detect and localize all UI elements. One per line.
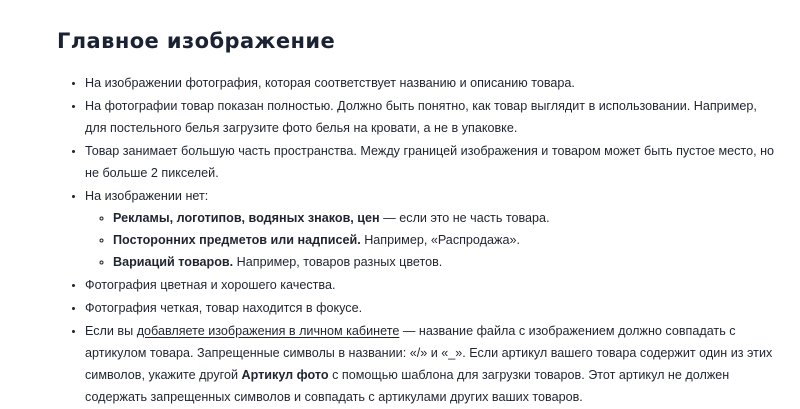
item-bold: Вариаций товаров. [113,255,234,269]
item-text: Фотография цветная и хорошего качества. [85,278,336,292]
item-text: Фотография четкая, товар находится в фокусе. [85,301,363,315]
item-text: Например, товаров разных цветов. [233,255,443,269]
list-item [85,320,775,408]
item-text: На изображении фотография, которая соответствует названию и описанию товара. [85,76,575,90]
item-text: На фотографии товар показан полностью. Должно быть понятно, как товар выглядит в использовании. Например, для постельного белья загрузите фото белья на кровати, а не в упаковке. [85,99,757,135]
personal-account-images-link[interactable]: добавляете изображения в личном кабинете [136,324,400,338]
item-bold: Посторонних предметов или надписей. [113,233,361,247]
list-item [85,185,775,273]
item-bold: Артикул фото [241,368,329,382]
item-bold: Рекламы, логотипов, водяных знаков, цен [113,211,380,225]
list-item [85,274,775,296]
item-text: — если это не часть товара. [379,211,550,225]
list-item [85,140,775,184]
sub-list-item [113,251,775,273]
list-item [85,72,775,94]
item-text: — название файла с изображением должно совпадать с артикулом товара. Запрещенные символы в названии: «/» и «_». Если артикул вашего товара содержит один из этих символов, укажите другой [85,324,773,382]
item-text: Если вы [85,324,137,338]
item-text: Товар занимает большую часть пространства. Между границей изображения и товаром может быть пустое место, но не больше 2 пикселей. [85,144,775,180]
sub-list-item [113,229,775,251]
sub-list-item [113,207,775,229]
prohibited-list [85,207,775,273]
list-item [85,95,775,139]
item-text: с помощью шаблона для загрузки товаров. Этот артикул не должен содержать запрещенных символов и совпадать с артикулами других ваших товаров. [85,368,730,404]
item-text: На изображении нет: [85,189,209,203]
item-text: Например, «Распродажа». [360,233,520,247]
page-title: Главное изображение [57,29,336,53]
list-item [85,297,775,319]
requirements-list [66,72,775,409]
